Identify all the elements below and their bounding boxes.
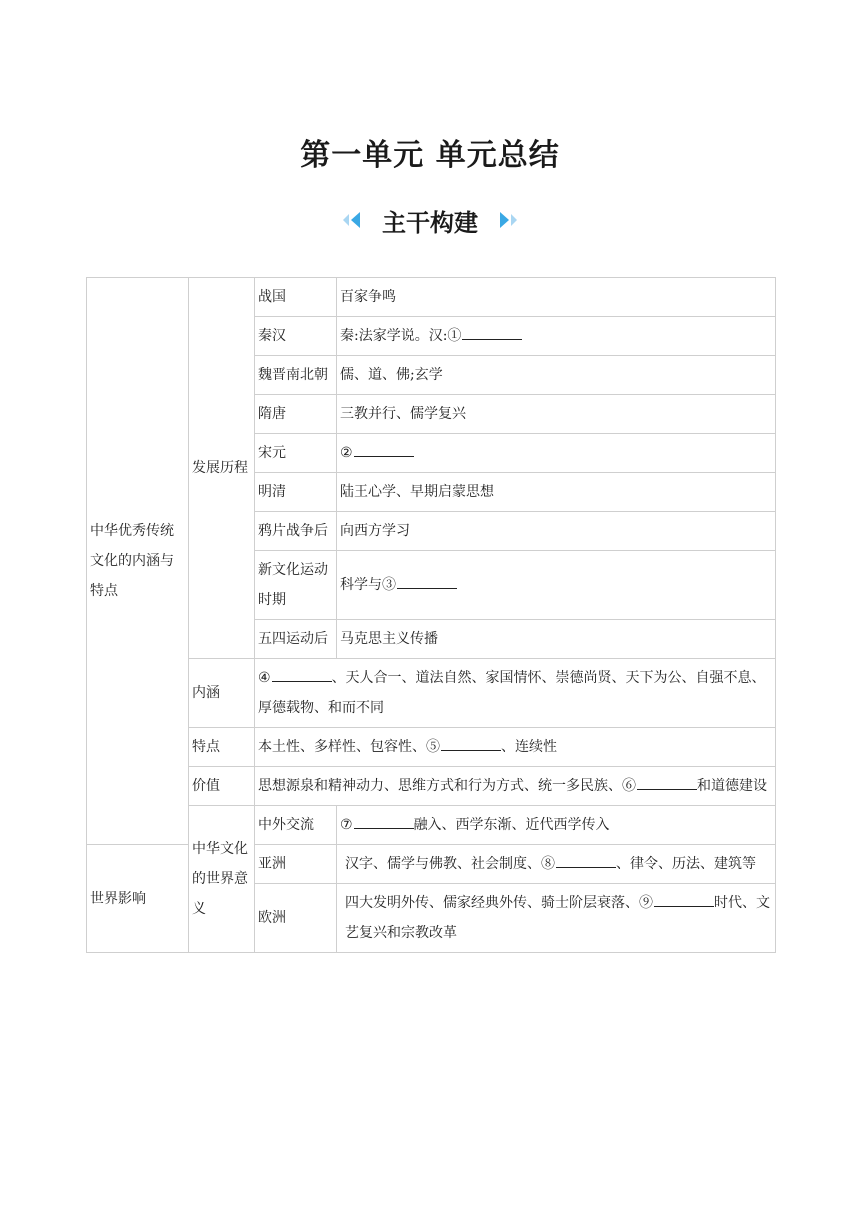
page-title: 第一单元 单元总结: [300, 138, 560, 173]
answer-blank[interactable]: [397, 572, 457, 589]
content-cell: [255, 659, 776, 728]
answer-blank[interactable]: [556, 851, 616, 868]
period-label: 战国: [255, 278, 337, 317]
content-cell: 陆王心学、早期启蒙思想: [337, 473, 776, 512]
section-header: [0, 200, 860, 240]
answer-blank[interactable]: [272, 665, 332, 682]
content-text: ②: [340, 445, 353, 461]
period-label: 隋唐: [255, 395, 337, 434]
content-text: 、律令、历法、建筑等: [616, 856, 756, 872]
category-label: 内涵: [189, 659, 255, 728]
table-row: [87, 806, 776, 845]
summary-table: [86, 277, 776, 953]
content-text: 、连续性: [501, 739, 557, 755]
table-row: [87, 767, 776, 806]
region-label: 欧洲: [255, 884, 337, 953]
content-text: 融入、西学东渐、近代西学传入: [413, 817, 610, 833]
answer-blank[interactable]: [441, 734, 501, 751]
content-cell: [255, 728, 776, 767]
content-cell: [337, 317, 776, 356]
table-row: [87, 278, 776, 317]
content-cell: 向西方学习: [337, 512, 776, 551]
chevron-right-icon: [500, 212, 517, 228]
content-cell: 马克思主义传播: [337, 620, 776, 659]
answer-blank[interactable]: [354, 440, 414, 457]
content-text: 科学与③: [340, 577, 396, 593]
answer-blank[interactable]: [637, 773, 697, 790]
content-text: ④: [258, 670, 271, 686]
table-row: [87, 659, 776, 728]
answer-blank[interactable]: [462, 323, 522, 340]
period-label: 新文化运动时期: [255, 551, 337, 620]
content-cell: [255, 767, 776, 806]
period-label: 秦汉: [255, 317, 337, 356]
content-text: 和道德建设: [697, 778, 767, 794]
content-text: 秦:法家学说。汉:①: [340, 328, 462, 344]
content-cell: 三教并行、儒学复兴: [337, 395, 776, 434]
table-row: [87, 728, 776, 767]
category-label: 价值: [189, 767, 255, 806]
group-label: 中华优秀传统文化的内涵与特点: [87, 278, 189, 845]
content-text: 四大发明外传、儒家经典外传、骑士阶层衰落、⑨: [345, 895, 653, 911]
category-label: 中外交流: [255, 806, 337, 845]
period-label: 宋元: [255, 434, 337, 473]
category-label: 世界影响: [87, 845, 189, 953]
chevron-left-icon: [343, 212, 360, 228]
content-cell: [337, 551, 776, 620]
content-cell: [337, 845, 776, 884]
group-label: 中华文化的世界意义: [189, 806, 255, 953]
content-text: 时代、文艺复兴和宗教改革: [345, 895, 770, 941]
section-title: 主干构建: [382, 208, 478, 237]
answer-blank[interactable]: [354, 812, 414, 829]
content-text: 汉字、儒学与佛教、社会制度、⑧: [345, 856, 555, 872]
content-text: ⑦: [340, 817, 353, 833]
content-cell: [337, 884, 776, 953]
content-cell: [337, 806, 776, 845]
content-cell: [337, 434, 776, 473]
period-label: 明清: [255, 473, 337, 512]
region-label: 亚洲: [255, 845, 337, 884]
period-label: 鸦片战争后: [255, 512, 337, 551]
content-cell: 百家争鸣: [337, 278, 776, 317]
content-text: 思想源泉和精神动力、思维方式和行为方式、统一多民族、⑥: [258, 778, 636, 794]
content-cell: 儒、道、佛;玄学: [337, 356, 776, 395]
category-label: 发展历程: [189, 278, 255, 659]
period-label: 魏晋南北朝: [255, 356, 337, 395]
answer-blank[interactable]: [654, 890, 714, 907]
category-label: 特点: [189, 728, 255, 767]
period-label: 五四运动后: [255, 620, 337, 659]
content-text: 本土性、多样性、包容性、⑤: [258, 739, 440, 755]
content-text: 、天人合一、道法自然、家国情怀、崇德尚贤、天下为公、自强不息、厚德载物、和而不同: [258, 670, 766, 716]
